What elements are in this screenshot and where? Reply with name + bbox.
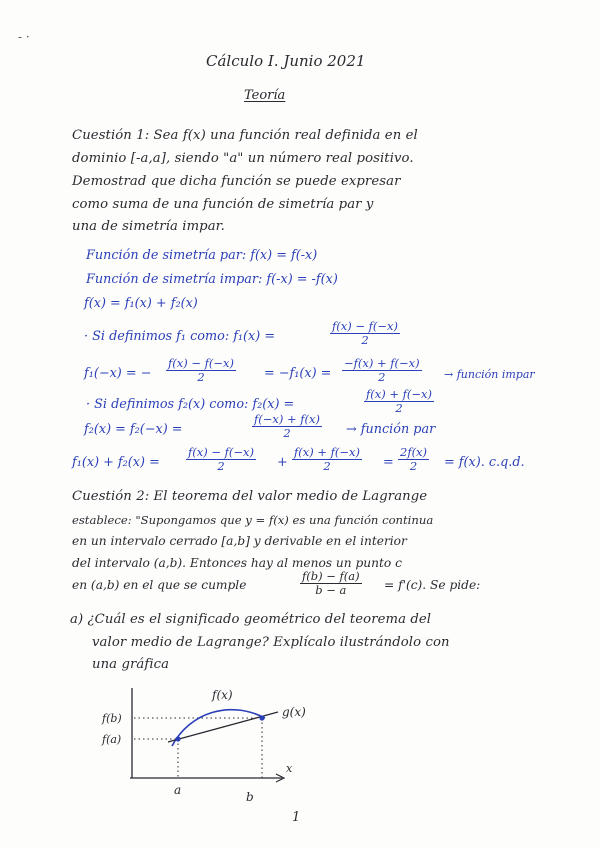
def-f2-lead: · Si definimos f₂(x) como: f₂(x) = xyxy=(86,397,295,412)
label-b: b xyxy=(246,790,254,804)
q2-line: establece: "Supongamos que y = f(x) es una función continua xyxy=(72,513,434,527)
q1-line: una de simetría impar. xyxy=(72,219,225,234)
def-f2-fraction: $\frac{f(x) + f(-x)}{2}$ xyxy=(366,387,433,415)
q2a-line: una gráfica xyxy=(92,657,170,672)
q2-line: del intervalo (a,b). Entonces hay al menos un punto c xyxy=(72,556,402,570)
corner-mark: - · xyxy=(18,30,30,44)
label-fb: f(b) xyxy=(102,712,122,725)
label-fa: f(a) xyxy=(102,733,122,746)
even-function-conclusion: → función par xyxy=(346,422,436,437)
page-subtitle: Teoría xyxy=(244,88,286,103)
odd-function-conclusion: → función impar xyxy=(444,368,535,381)
page-number: 1 xyxy=(292,810,301,825)
step-f1-mid: = −f₁(x) = xyxy=(264,366,332,381)
final-fraction-2: $\frac{f(x) + f(-x)}{2}$ xyxy=(294,445,361,473)
label-fx: f(x) xyxy=(212,688,233,702)
even-function-definition: Función de simetría par: f(x) = f(-x) xyxy=(86,248,318,263)
sum-decomposition: f(x) = f₁(x) + f₂(x) xyxy=(84,296,198,311)
q2-mean-value-fraction: $\frac{f(b) - f(a)}{b - a}$ xyxy=(302,569,360,597)
label-gx: g(x) xyxy=(282,705,306,719)
q2-line-tail: = f'(c). Se pide: xyxy=(384,578,481,592)
page-title: Cálculo I. Junio 2021 xyxy=(206,52,366,70)
step-f2-fraction: $\frac{f(-x) + f(x)}{2}$ xyxy=(254,412,321,440)
q2-line: Cuestión 2: El teorema del valor medio de Lagrange xyxy=(72,489,428,504)
def-f1-lead: · Si definimos f₁ como: f₁(x) = xyxy=(84,329,276,344)
point-b xyxy=(259,715,264,720)
step-f2-lead: f₂(x) = f₂(−x) = xyxy=(84,422,183,437)
q2-line-lead: en (a,b) en el que se cumple xyxy=(72,578,247,592)
label-a: a xyxy=(174,783,182,797)
q2-line: en un intervalo cerrado [a,b] y derivable en el interior xyxy=(72,534,407,548)
q2a-line: a) ¿Cuál es el significado geométrico del teorema del xyxy=(70,612,432,627)
final-fraction-1: $\frac{f(x) - f(-x)}{2}$ xyxy=(188,445,255,473)
q1-line: Demostrad que dicha función se puede expresar xyxy=(72,174,401,189)
def-f1-fraction: $\frac{f(x) - f(-x)}{2}$ xyxy=(332,319,399,347)
q1-line: Cuestión 1: Sea f(x) una función real definida en el xyxy=(72,128,418,143)
q2a-line: valor medio de Lagrange? Explícalo ilustrándolo con xyxy=(92,635,450,650)
label-x: x xyxy=(286,762,293,775)
final-plus: + xyxy=(277,455,288,470)
step-f1-fraction-1: $\frac{f(x) - f(-x)}{2}$ xyxy=(168,356,235,384)
final-conclusion: = f(x). c.q.d. xyxy=(444,455,525,470)
q1-line: dominio [-a,a], siendo "a" un número real positivo. xyxy=(72,151,414,166)
step-f1-lead: f₁(−x) = − xyxy=(84,366,152,381)
step-f1-fraction-2: $\frac{-f(x) + f(-x)}{2}$ xyxy=(344,356,420,384)
final-lead: f₁(x) + f₂(x) = xyxy=(72,455,160,470)
odd-function-definition: Función de simetría impar: f(-x) = -f(x) xyxy=(86,272,338,287)
final-fraction-3: $\frac{2f(x)}{2}$ xyxy=(400,445,428,473)
q1-line: como suma de una función de simetría par y xyxy=(72,197,374,212)
point-a xyxy=(175,736,180,741)
final-equals: = xyxy=(383,455,394,470)
